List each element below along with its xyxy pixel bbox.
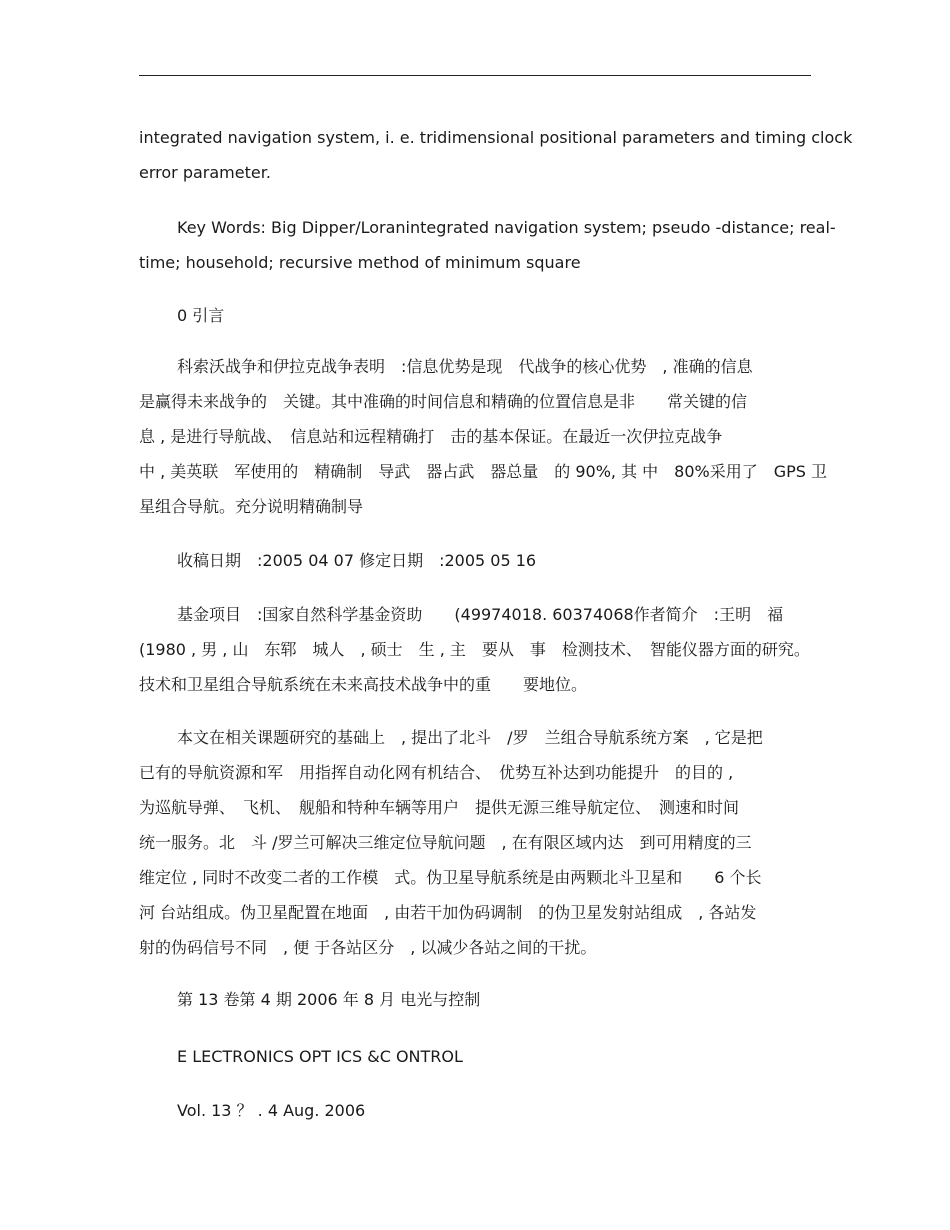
section-heading: 0 引言 (177, 306, 225, 325)
paragraph-line: (1980 , 男 , 山 东郓 城人 , 硕士 生 , 主 要从 事 检测技术、 智能仪器方面的研究。 (139, 640, 810, 659)
paragraph-line: 射的伪码信号不同 , 便 于各站区分 , 以减少各站之间的干扰。 (139, 938, 597, 957)
paragraph-line: 中 , 美英联 军使用的 精确制 导武 器占武 器总量 的 90%, 其 中 80%采用了 GPS 卫 (139, 462, 828, 481)
keywords-line: time; household; recursive method of minimum square (139, 253, 581, 272)
journal-chinese: 第 13 卷第 4 期 2006 年 8 月 电光与控制 (177, 990, 481, 1009)
received-date: 收稿日期 :2005 04 07 修定日期 :2005 05 16 (177, 551, 537, 570)
volume-line: Vol. 13 ？ . 4 Aug. 2006 (177, 1101, 366, 1120)
abstract-line: integrated navigation system, i. e. tridimensional positional parameters and timing clock (139, 128, 853, 147)
keywords-line: Key Words: Big Dipper/Loranintegrated navigation system; pseudo -distance; real- (177, 218, 836, 237)
funding-paragraph (139, 597, 849, 702)
journal-english: E LECTRONICS OPT ICS &C ONTROL (177, 1047, 463, 1066)
keywords-paragraph (139, 210, 849, 280)
abstract-line: error parameter. (139, 163, 271, 182)
paragraph-line: 基金项目 :国家自然科学基金资助 (49974018. 60374068作者简介 :王明 福 (177, 605, 784, 624)
paragraph-line: 技术和卫星组合导航系统在未来高技术战争中的重 要地位。 (139, 675, 588, 694)
paragraph-line: 统一服务。北 斗 /罗兰可解决三维定位导航问题 , 在有限区域内达 到可用精度的三 (139, 833, 752, 852)
header-rule (139, 75, 811, 76)
paragraph-line: 是赢得未来战争的 关键。其中准确的时间信息和精确的位置信息是非 常关键的信 (139, 392, 748, 411)
intro-paragraph-1 (139, 349, 849, 524)
intro-paragraph-2 (139, 720, 849, 965)
paragraph-line: 已有的导航资源和军 用指挥自动化网有机结合、 优势互补达到功能提升 的目的 , (139, 763, 734, 782)
paragraph-line: 为巡航导弹、 飞机、 舰船和特种车辆等用户 提供无源三维导航定位、 测速和时间 (139, 798, 740, 817)
paragraph-line: 星组合导航。充分说明精确制导 (139, 497, 364, 516)
paragraph-line: 息 , 是进行导航战、 信息站和远程精确打 击的基本保证。在最近一次伊拉克战争 (139, 427, 723, 446)
paragraph-line: 科索沃战争和伊拉克战争表明 :信息优势是现 代战争的核心优势 , 准确的信息 (177, 357, 753, 376)
paragraph-line: 本文在相关课题研究的基础上 , 提出了北斗 /罗 兰组合导航系统方案 , 它是把 (177, 728, 763, 747)
abstract-continuation (139, 120, 853, 190)
paragraph-line: 河 台站组成。伪卫星配置在地面 , 由若干加伪码调制 的伪卫星发射站组成 , 各站发 (139, 903, 757, 922)
paragraph-line: 维定位 , 同时不改变二者的工作模 式。伪卫星导航系统是由两颗北斗卫星和 6 个长 (139, 868, 762, 887)
